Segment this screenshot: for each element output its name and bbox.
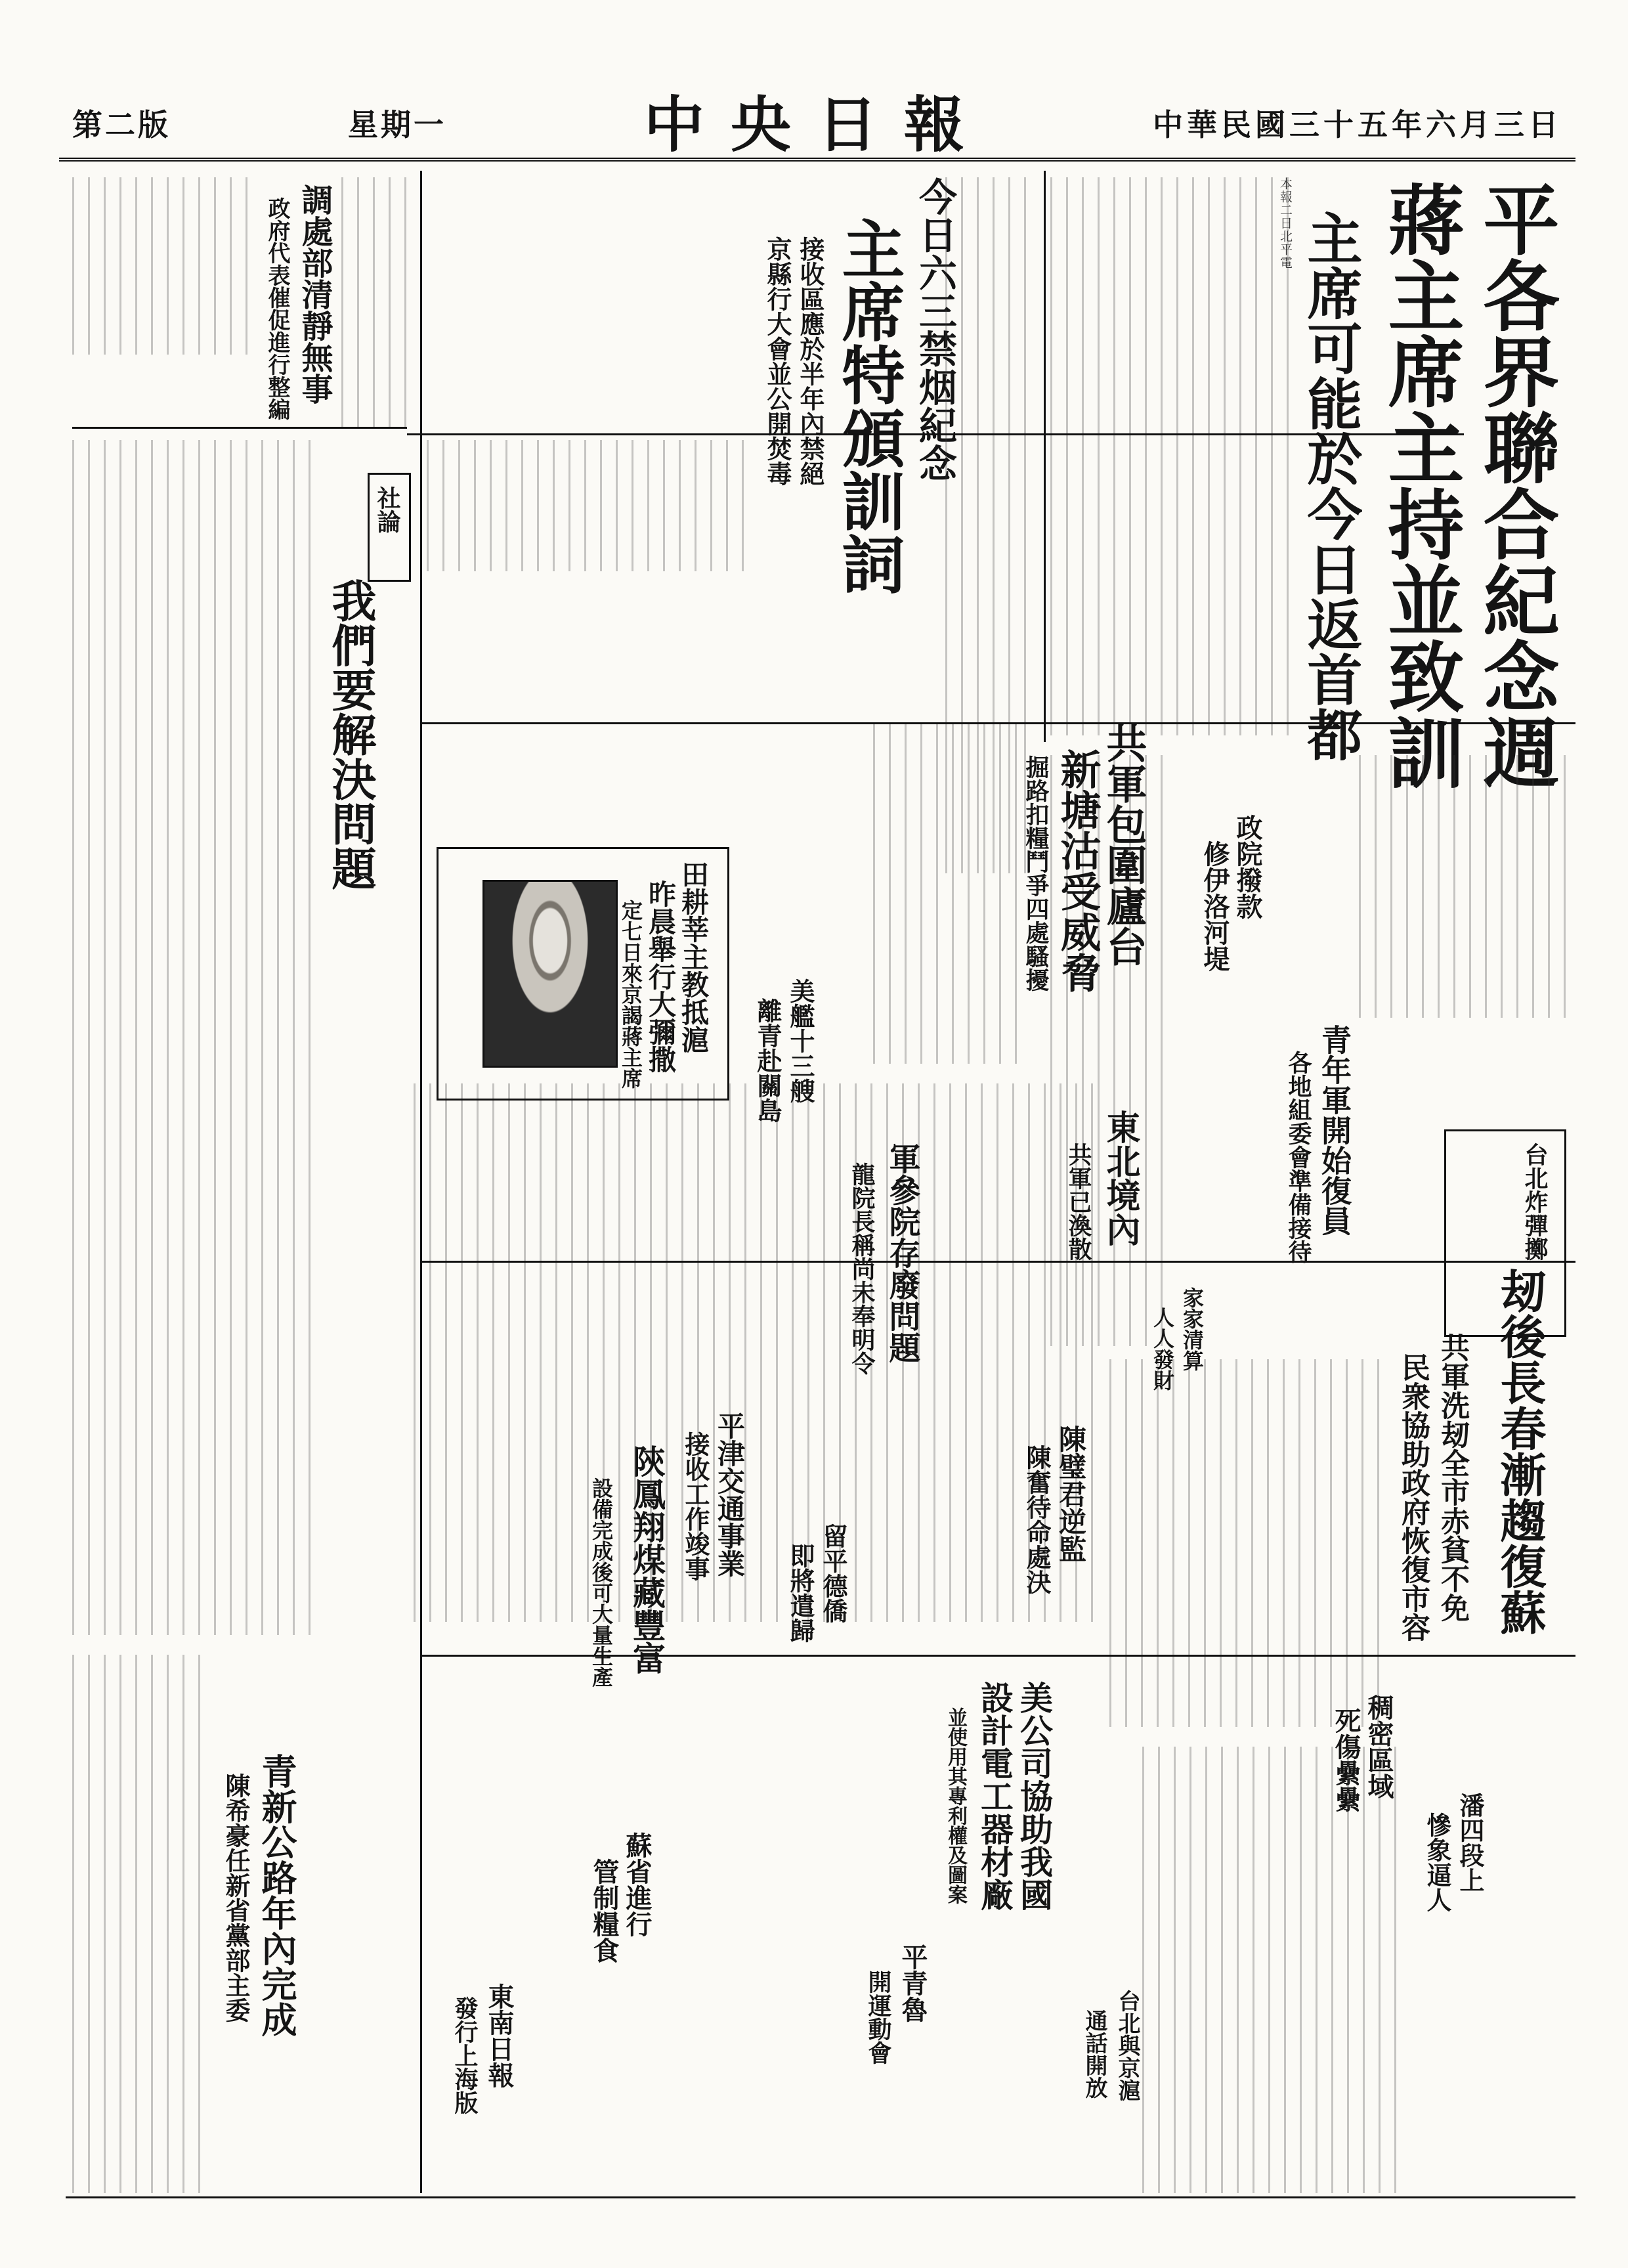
electrical-headline-line1: 美公司協助我國: [1015, 1681, 1054, 1911]
taipei-headline: 台北炸彈擲: [1521, 1143, 1549, 1261]
lead-body-text: [1050, 177, 1293, 735]
tianjin-headline: 平津交通事業: [714, 1412, 746, 1577]
cardinal-sub: 定七日來京謁蔣主席: [618, 900, 643, 1089]
shanxi-sub: 慘象逼人: [1423, 1812, 1452, 1912]
section-rule: [407, 433, 1464, 435]
editorial-continued-text: [414, 1083, 1103, 1622]
telecom-sub: 通話開放: [1081, 2009, 1107, 2099]
youth-army-body-text: [1359, 755, 1569, 1018]
southeast-headline: 東南日報: [484, 1983, 515, 2088]
us-navy-sub: 離青赴關島: [753, 998, 782, 1123]
siege-body-text: [873, 722, 1018, 1064]
ping-lu-headline: 平青魯: [897, 1944, 928, 2022]
party-body-text: [72, 1655, 210, 2193]
narcotics-lower-text: [427, 440, 755, 571]
siege-headline: 共軍包圍廬台: [1100, 722, 1147, 967]
masthead: [59, 89, 1575, 162]
lead-subheadline: 主席可能於今日返首都: [1298, 210, 1363, 762]
yellow-river-sub: 修伊洛河堤: [1199, 840, 1230, 972]
narcotics-sub1: 接收區應於半年內禁絕: [796, 236, 825, 486]
changchun-sub1: 共軍洗刼全市赤貧不免: [1436, 1333, 1469, 1622]
mediation-rule: [72, 427, 407, 429]
military-council-headline: 軍參院存廢問題: [884, 1143, 920, 1363]
northeast-headline: 東北境內: [1100, 1110, 1140, 1246]
us-navy-headline: 美艦十三艘: [786, 978, 815, 1103]
chen-sub: 陳奮待命處決: [1022, 1445, 1052, 1594]
electrical-sub: 並使用其專利權及圖案: [944, 1707, 967, 1904]
su-grain-sub: 管制糧食: [589, 1858, 620, 1963]
ping-lu-sub: 開運動會: [865, 1970, 892, 2064]
youth-army-headline: 青年軍開始復員: [1317, 1024, 1352, 1236]
changchun-body-text: [1109, 1359, 1392, 1727]
mediation-body-text: [72, 177, 256, 355]
overseas-sub: 即將遣歸: [786, 1543, 815, 1643]
coal-headline: 陝鳳翔煤藏豐富: [628, 1445, 666, 1674]
column-rule: [420, 171, 422, 2193]
cardinal-headline-line2: 昨晨舉行大彌撒: [645, 880, 677, 1073]
cardinal-headline-line1: 田耕莘主教抵滬: [677, 860, 710, 1053]
page-bottom-rule: [66, 2196, 1575, 2198]
narcotics-headline-line2: 主席特頒訓詞: [832, 217, 906, 595]
masthead-title: 中央日報: [643, 89, 991, 160]
mediation-headline: 調處部清靜無事: [296, 184, 333, 404]
military-council-sub: 龍院長稱尚未奉明令: [848, 1162, 876, 1375]
column-rule: [1044, 171, 1046, 742]
masthead-date: 中華民國三十五年六月三日: [1153, 107, 1562, 142]
section-rule: [420, 1655, 1575, 1657]
northeast-sub: 共軍已渙散: [1065, 1143, 1092, 1261]
telecom-headline: 台北與京滬: [1114, 1990, 1140, 2101]
cardinal-portrait-photo: [482, 880, 618, 1068]
party-sub: 陳希豪任新省黨部主委: [221, 1773, 251, 2022]
coal-sub: 設備完成後可大量生產: [589, 1477, 614, 1688]
lead-headline-line1: 平各界聯合紀念週: [1470, 181, 1560, 790]
changchun-sub2: 民衆協助政府恢復市容: [1396, 1353, 1430, 1642]
siege-sub2: 掘路扣糧鬥爭四處騷擾: [1022, 755, 1050, 992]
editorial-label: 社論: [374, 486, 401, 533]
section-rule: [420, 1261, 1575, 1263]
overseas-headline: 留平德僑: [819, 1523, 848, 1623]
editorial-title: 我們要解決問題: [324, 578, 377, 890]
mediation-side-text: [341, 177, 414, 427]
mediation-subheadline: 政府代表催促進行整編: [264, 197, 290, 420]
siege-sub1: 新塘沽受威脅: [1054, 749, 1102, 993]
party-headline: 青新公路年內完成: [256, 1753, 298, 2037]
narcotics-sub2: 京縣行大會並公開焚毒: [763, 236, 792, 486]
lead-headline-line2: 蔣主席主持並致訓: [1375, 181, 1465, 790]
lower-right-body-text: [1142, 1747, 1405, 2193]
changchun-headline: 刼後長春漸趨復蘇: [1493, 1267, 1547, 1635]
masthead-page-number: 第二版: [72, 107, 171, 142]
southeast-sub: 發行上海版: [451, 1996, 479, 2114]
family-sub: 人人發財: [1150, 1307, 1175, 1391]
chen-headline: 陳璧君逆監: [1055, 1425, 1087, 1563]
electrical-headline-line2: 設計電工器材廠: [975, 1681, 1014, 1911]
zone-sub: 死傷纍纍: [1331, 1707, 1361, 1812]
tianjin-sub: 接收工作竣事: [681, 1431, 710, 1581]
masthead-weekday: 星期一: [348, 107, 446, 142]
youth-army-sub: 各地組委會準備接待: [1285, 1051, 1312, 1263]
narcotics-headline-line1: 今日六三禁烟紀念: [912, 177, 957, 482]
family-headline: 家家清算: [1180, 1287, 1205, 1371]
shanxi-headline: 潘四段上: [1455, 1793, 1485, 1892]
su-grain-headline: 蘇省進行: [622, 1832, 653, 1937]
section-rule: [420, 722, 1575, 724]
lead-dateline: 本報二日北平電: [1278, 177, 1293, 269]
yellow-river-headline: 政院撥款: [1232, 814, 1263, 919]
zone-headline: 稠密區域: [1363, 1694, 1394, 1799]
editorial-body-text: [72, 440, 322, 1635]
